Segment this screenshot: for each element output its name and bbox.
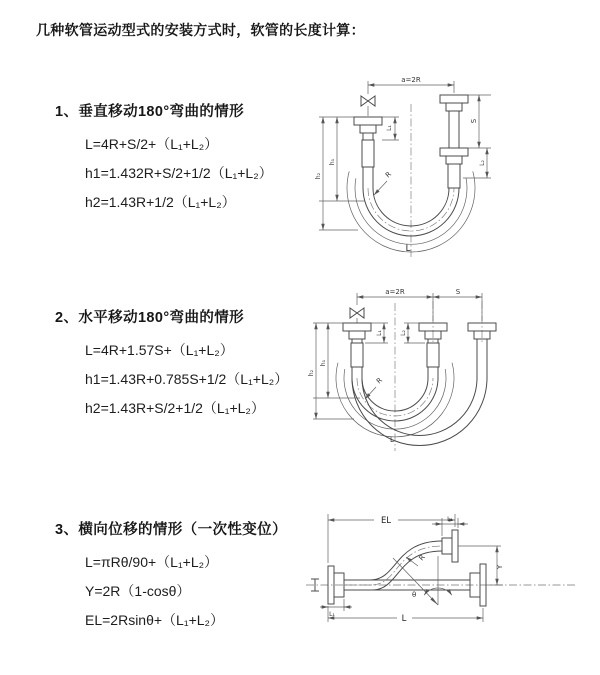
dim-label-l1-top: L₁ <box>447 516 453 523</box>
upper-flange-displaced <box>442 530 458 562</box>
dim-label-l2: L₂ <box>400 330 407 336</box>
dim-label-h2: h₂ <box>308 369 315 377</box>
dim-label-l1: L₁ <box>376 330 383 336</box>
valve-icon <box>361 96 375 116</box>
dimension-l1-top <box>432 516 468 536</box>
dim-label-h1: h₁ <box>320 359 327 367</box>
dim-label-l1-bottom: L₁ <box>329 611 335 618</box>
section-heading: 3、横向位移的情形（一次性变位） <box>55 522 287 538</box>
section-vertical-movement <box>55 100 273 217</box>
section-heading: 2、水平移动180°弯曲的情形 <box>55 310 245 326</box>
dimension-l1-bottom <box>320 599 352 618</box>
right-flange-upper <box>440 95 468 111</box>
radius-callout <box>374 170 393 195</box>
formula: L=4R+1.57S+（L₁+L₂） <box>85 342 234 358</box>
diagram-horizontal-180-bend <box>308 283 543 455</box>
dim-label-radius: R <box>383 170 393 180</box>
formula: h1=1.432R+S/2+1/2（L₁+L₂） <box>85 165 273 181</box>
braided-hose-left <box>351 343 363 367</box>
braided-hose-right <box>448 164 460 188</box>
formula: L=πRθ/90+（L₁+L₂） <box>85 554 219 570</box>
braided-hose-left <box>362 140 374 167</box>
dim-label-theta: θ <box>412 591 417 599</box>
dim-label-width: a=2R <box>401 76 421 84</box>
diagram-vertical-180-bend <box>313 70 528 262</box>
dim-label-h1: h₁ <box>329 158 336 166</box>
dim-label-radius: R <box>374 376 384 386</box>
formula: L=4R+S/2+（L₁+L₂） <box>85 136 219 152</box>
right-flange-lower <box>440 148 468 164</box>
dim-label-el: EL <box>380 516 392 526</box>
formula: Y=2R（1-cosθ） <box>85 583 191 599</box>
s-curve-hose-displaced <box>344 541 442 590</box>
section-horizontal-movement <box>55 306 288 423</box>
dimension-el <box>328 513 455 563</box>
formula-list <box>85 548 287 635</box>
section-heading: 1、垂直移动180°弯曲的情形 <box>55 104 245 120</box>
dimension-y <box>488 546 504 585</box>
dimension-width <box>357 288 482 321</box>
formula-list <box>85 130 273 217</box>
page-title: 几种软管运动型式的安装方式时，软管的长度计算： <box>36 22 365 38</box>
diagram-lateral-displacement <box>298 500 583 650</box>
radius-callout <box>365 376 384 399</box>
dim-label-s: S <box>470 118 478 124</box>
dim-label-length: L <box>401 614 407 624</box>
dim-label-length: L <box>405 244 411 254</box>
formula-list <box>85 336 288 423</box>
dimension-l2 <box>400 323 425 343</box>
braided-hose-middle <box>427 343 439 367</box>
dimension-s <box>463 95 491 178</box>
dim-label-l1: L₁ <box>386 125 393 131</box>
dimension-heights <box>315 117 365 230</box>
dim-label-h2: h₂ <box>315 172 322 180</box>
dim-label-length: L <box>390 436 394 444</box>
formula: h2=1.43R+S/2+1/2（L₁+L₂） <box>85 400 265 416</box>
u-bend-displaced <box>352 378 487 446</box>
dimension-l1 <box>365 323 388 343</box>
dim-label-s: S <box>455 288 461 296</box>
dimension-l <box>328 606 483 624</box>
formula: h1=1.43R+0.785S+1/2（L₁+L₂） <box>85 371 289 387</box>
dimension-l1 <box>382 117 399 140</box>
dimension-width <box>368 76 454 94</box>
left-flange <box>354 117 382 140</box>
dim-label-width: a=2R <box>385 288 405 296</box>
formula: h2=1.43R+1/2（L₁+L₂） <box>85 194 236 210</box>
left-flange <box>343 323 371 343</box>
dim-label-radius: R <box>417 553 427 563</box>
dim-label-l2: L₂ <box>479 160 486 166</box>
radius-callout <box>406 553 427 566</box>
valve-icon <box>350 308 364 323</box>
formula: EL=2Rsinθ+（L₁+L₂） <box>85 612 224 628</box>
section-lateral-displacement <box>55 518 287 635</box>
dim-label-y: Y <box>496 564 504 570</box>
